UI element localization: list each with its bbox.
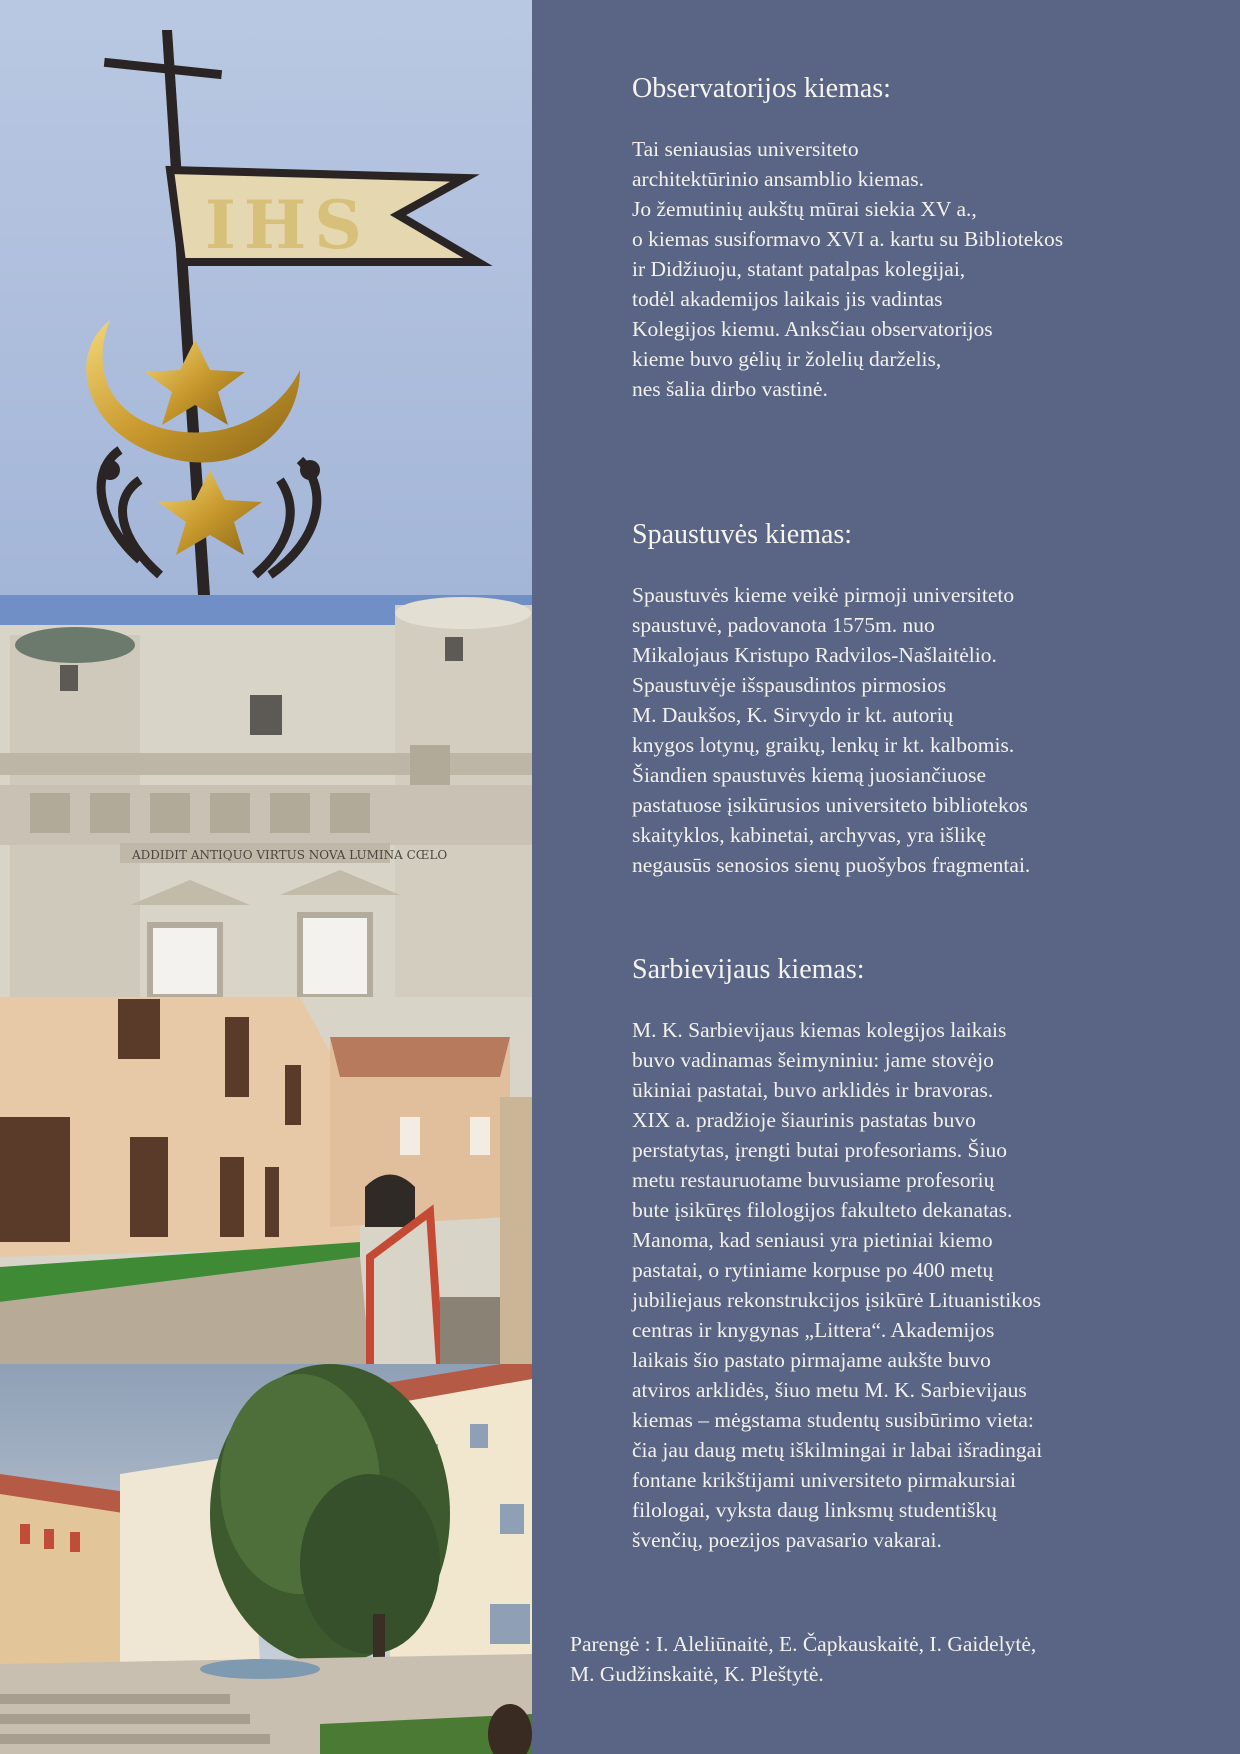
credits-line: M. Gudžinskaitė, K. Pleštytė. <box>570 1662 824 1686</box>
weathervane-image <box>0 0 532 595</box>
weathervane-letters: IHS <box>205 186 370 264</box>
sarbievijaus-courtyard-image <box>0 1364 532 1754</box>
body-line: spaustuvė, padovanota 1575m. nuo <box>632 613 935 637</box>
body-line: ir Didžiuoju, statant patalpas kolegijai, <box>632 257 966 281</box>
credits-line: Parengė : I. Aleliūnaitė, E. Čapkauskaitė, I. Gaidelytė, <box>570 1632 1037 1656</box>
body-line: o kiemas susiformavo XVI a. kartu su Bibliotekos <box>632 227 1064 251</box>
weathervane-photo <box>0 0 532 595</box>
photo-column <box>0 0 532 1754</box>
body-line: švenčių, poezijos pavasario vakarai. <box>632 1528 942 1552</box>
section-body <box>632 1015 1192 1555</box>
body-line: Kolegijos kiemu. Anksčiau observatorijos <box>632 317 993 341</box>
courtyard-photo <box>0 997 532 1364</box>
body-line: Šiandien spaustuvės kiemą juosiančiuose <box>632 763 987 787</box>
body-line: kieme buvo gėlių ir žolelių darželis, <box>632 347 942 371</box>
body-line: todėl akademijos laikais jis vadintas <box>632 287 943 311</box>
body-line: pastatai, o rytiniame korpuse po 400 metų <box>632 1258 994 1282</box>
body-line: Jo žemutinių aukštų mūrai siekia XV a., <box>632 197 977 221</box>
section-title: Sarbievijaus kiemas: <box>632 954 865 985</box>
body-line: M. Daukšos, K. Sirvydo ir kt. autorių <box>632 703 954 727</box>
body-line: Spaustuvės kieme veikė pirmoji universiteto <box>632 583 1015 607</box>
sarbievijaus-courtyard-photo <box>0 1364 532 1754</box>
body-line: pastatuose įsikūrusios universiteto bibliotekos <box>632 793 1028 817</box>
body-line: centras ir knygynas „Littera“. Akademijos <box>632 1318 995 1342</box>
sarbievijaus-section <box>632 953 1192 1555</box>
body-line: metu restauruotame buvusiame profesorių <box>632 1168 995 1192</box>
body-line: bute įsikūręs filologijos fakulteto dekanatas. <box>632 1198 1013 1222</box>
body-line: ūkiniai pastatai, buvo arklidės ir bravoras. <box>632 1078 994 1102</box>
section-body <box>632 580 1192 880</box>
body-line: nes šalia dirbo vastinė. <box>632 377 828 401</box>
body-line: knygos lotynų, graikų, lenkų ir kt. kalbomis. <box>632 733 1015 757</box>
body-line: Manoma, kad seniausi yra pietiniai kiemo <box>632 1228 993 1252</box>
body-line: architektūrinio ansamblio kiemas. <box>632 167 924 191</box>
observatorijos-section <box>632 72 1192 404</box>
body-line: fontane krikštijami universiteto pirmakursiai <box>632 1468 1016 1492</box>
body-line: buvo vadinamas šeimyniniu: jame stovėjo <box>632 1048 994 1072</box>
body-line: Spaustuvėje išspausdintos pirmosios <box>632 673 947 697</box>
body-line: čia jau daug metų iškilmingai ir labai išradingai <box>632 1438 1043 1462</box>
body-line: skaityklos, kabinetai, archyvas, yra išlikę <box>632 823 987 847</box>
spaustuves-section <box>632 518 1192 880</box>
section-body <box>632 134 1192 404</box>
body-line: Mikalojaus Kristupo Radvilos-Našlaitėlio. <box>632 643 997 667</box>
body-line: atviros arklidės, šiuo metu M. K. Sarbievijaus <box>632 1378 1027 1402</box>
body-line: jubiliejaus rekonstrukcijos įsikūrė Lituanistikos <box>632 1288 1042 1312</box>
facade-inscription: ADDIDIT ANTIQUO VIRTUS NOVA LUMINA CŒLO <box>132 848 448 862</box>
body-line: kiemas – mėgstama studentų susibūrimo vieta: <box>632 1408 1034 1432</box>
credits <box>570 1629 1210 1689</box>
section-title: Observatorijos kiemas: <box>632 73 891 104</box>
library-facade-photo <box>0 595 532 997</box>
courtyard-image <box>0 997 532 1364</box>
body-line: M. K. Sarbievijaus kiemas kolegijos laikais <box>632 1018 1007 1042</box>
body-line: laikais šio pastato pirmajame aukšte buvo <box>632 1348 991 1372</box>
body-line: negausūs senosios sienų puošybos fragmentai. <box>632 853 1031 877</box>
body-line: Tai seniausias universiteto <box>632 137 859 161</box>
body-line: XIX a. pradžioje šiaurinis pastatas buvo <box>632 1108 976 1132</box>
section-title: Spaustuvės kiemas: <box>632 519 853 550</box>
library-facade-image <box>0 595 532 997</box>
body-line: filologai, vyksta daug linksmų studentiškų <box>632 1498 997 1522</box>
text-panel <box>532 0 1240 1754</box>
body-line: perstatytas, įrengti butai profesoriams. Šiuo <box>632 1138 1007 1162</box>
